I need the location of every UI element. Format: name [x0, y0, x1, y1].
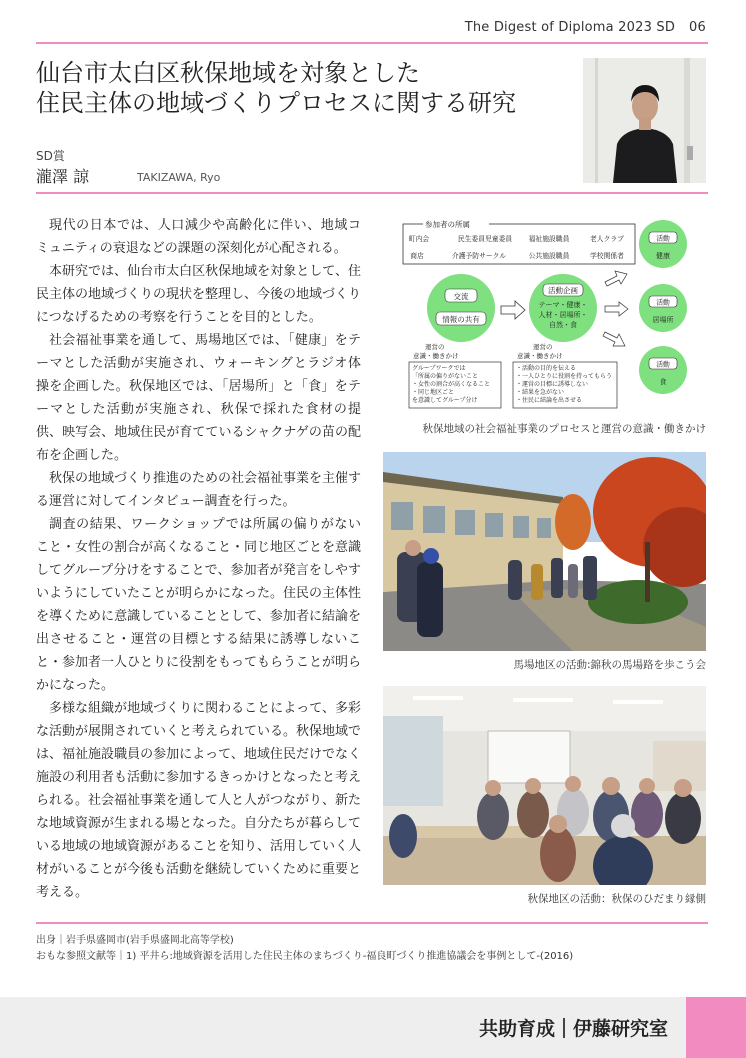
page-number: 06	[689, 20, 706, 35]
arrow-icon	[603, 332, 625, 346]
lab-name-primary: 共助育成	[478, 1018, 555, 1040]
participant-label: 公共施設職員	[528, 252, 570, 260]
body-paragraph: 秋保の地域づくり推進のための社会福祉事業を主催する運営に対してインタビュー調査を行った。	[36, 471, 362, 509]
activity-label: 食	[659, 378, 667, 386]
participant-label: 町内会	[408, 235, 430, 243]
note-line: を意識してグループ分け	[412, 397, 478, 404]
participant-label: 介護予防サークル	[451, 252, 507, 260]
bottom-accent	[686, 997, 746, 1058]
info-share-label: 情報の共有	[442, 315, 480, 324]
activity-tag: 活動	[656, 234, 670, 243]
footer-notes	[36, 933, 573, 965]
author-portrait	[583, 58, 706, 183]
author-name: 瀧澤 諒	[36, 167, 90, 186]
figure-caption: 馬場地区の活動:錦秋の馬場路を歩こう会	[513, 659, 706, 671]
participant-label: 学校関係者	[590, 252, 624, 260]
title-line-1: 仙台市太白区秋保地域を対象とした	[36, 59, 420, 87]
note-line: 「所属の偏りがないこと	[412, 373, 479, 380]
origin-note: 出身｜岩手県盛岡市(岩手県盛岡北高等学校)	[36, 935, 234, 946]
community-event-photo	[383, 686, 706, 885]
note-title: 意識・働きかけ	[413, 352, 459, 360]
lab-name	[479, 1014, 668, 1041]
body-paragraph: 多様な組織が地域づくりに関わることによって、多彩な活動が展開されていくと考えられている。秋保地域では、福祉施設職員の参加によって、地域住民だけでなく施設の利用者も活動に参加するきっかけとなったと考えられる。社会福祉事業を通して人と人がつながり、新たな地域資源が生まれる場となった。自分たちが暮らしている地域の地域資源があることを知り、活用していく人材がいることが今後も活動を継続していくために重要と考える。	[36, 701, 362, 900]
walking-event-photo	[383, 452, 706, 651]
exchange-label: 交流	[453, 292, 469, 301]
award-label: SD賞	[36, 149, 65, 163]
note-title: 意識・働きかけ	[517, 352, 563, 360]
note-title: 運営の	[425, 343, 445, 351]
author-name-en: TAKIZAWA, Ryo	[137, 171, 221, 184]
figure-caption: 秋保地域の社会福祉事業のプロセスと運営の意識・働きかけ	[422, 423, 706, 435]
note-title: 運営の	[533, 343, 553, 351]
participants-title: 参加者の所属	[425, 220, 470, 229]
header-divider	[36, 42, 708, 44]
activity-tag: 活動	[656, 360, 670, 369]
note-line: ・同じ地区ごと	[412, 389, 455, 396]
participant-label: 老人クラブ	[590, 235, 624, 243]
note-line: ・活動の目的を伝える	[516, 365, 577, 372]
participant-label: 福祉施設職員	[528, 235, 570, 243]
body-paragraph: 社会福祉事業を通して、馬場地区では、「健康」をテーマとした活動が実施され、ウォーキングとラジオ体操を企画した。秋保地区では、「居場所」と「食」をテーマとした活動が実施され、秋保で採れた食材の提供、映写会、地域住民が育てているシャクナゲの苗の配布を企画した。	[36, 333, 361, 463]
note-line: ・運営の目標に誘導しない	[516, 381, 589, 388]
note-line: ・住民に結論を出させる	[516, 397, 583, 404]
reference-note: おもな参照文献等｜1) 平井ら:地域資源を活用した住民主体のまちづくり-福良町づくり推進協議会を事例として-(2016)	[36, 951, 574, 962]
running-header	[465, 20, 706, 35]
note-line: ・一人ひとりに役割を持ってもらう	[516, 373, 613, 380]
process-diagram	[383, 214, 706, 414]
author-divider	[36, 192, 708, 194]
footer-divider	[36, 922, 708, 924]
arrow-icon	[501, 301, 525, 319]
activity-label: 健康	[656, 252, 670, 260]
journal-name: The Digest of Diploma 2023 SD	[464, 20, 676, 35]
activity-label: 居場所	[652, 316, 674, 324]
arrow-icon	[605, 271, 627, 286]
participant-label: 民生委員児童委員	[457, 235, 513, 243]
activity-tag: 活動	[656, 298, 670, 307]
body-paragraph: 調査の結果、ワークショップでは所属の偏りがないこと・女性の割合が高くなること・同じ地区ごとを意識してグループ分けをすることで、参加者が発言をしやすいようにしていたことが明らかになった。住民の主体性を導くために意識していることとして、参加者に結論を出させること・運営の目標とする結果に誘導しないこと・参加者一人ひとりに役割をもってもらうことが明らかになった。	[36, 517, 362, 693]
body-paragraph: 現代の日本では、人口減少や高齢化に伴い、地域コミュニティの衰退などの課題の深刻化が心配される。	[36, 218, 361, 256]
lab-name-secondary: 伊藤研究室	[572, 1018, 668, 1040]
lab-separator	[563, 1018, 565, 1038]
page-title	[36, 58, 516, 118]
note-line: ・女性の割合が高くなること	[412, 381, 491, 388]
title-line-2: 住民主体の地域づくりプロセスに関する研究	[36, 89, 516, 117]
note-line: グループワークでは	[412, 365, 466, 372]
note-line: ・結果を急がない	[516, 389, 565, 396]
planning-text-line: テーマ・健康・	[538, 301, 588, 309]
body-paragraph: 本研究では、仙台市太白区秋保地域を対象として、住民主体の地域づくりの現状を整理し、今後の地域づくりにつなげるための考察を行うことを目的とした。	[36, 264, 362, 325]
body-text	[36, 214, 361, 904]
planning-title: 活動企画	[548, 286, 578, 295]
planning-text-line: 人材・居場所・	[538, 311, 588, 319]
planning-text-line: 自然・食	[549, 321, 577, 329]
participant-label: 商店	[410, 252, 424, 260]
arrow-icon	[605, 302, 628, 316]
figure-caption: 秋保地区の活動：秋保のひだまり縁側	[527, 893, 706, 905]
